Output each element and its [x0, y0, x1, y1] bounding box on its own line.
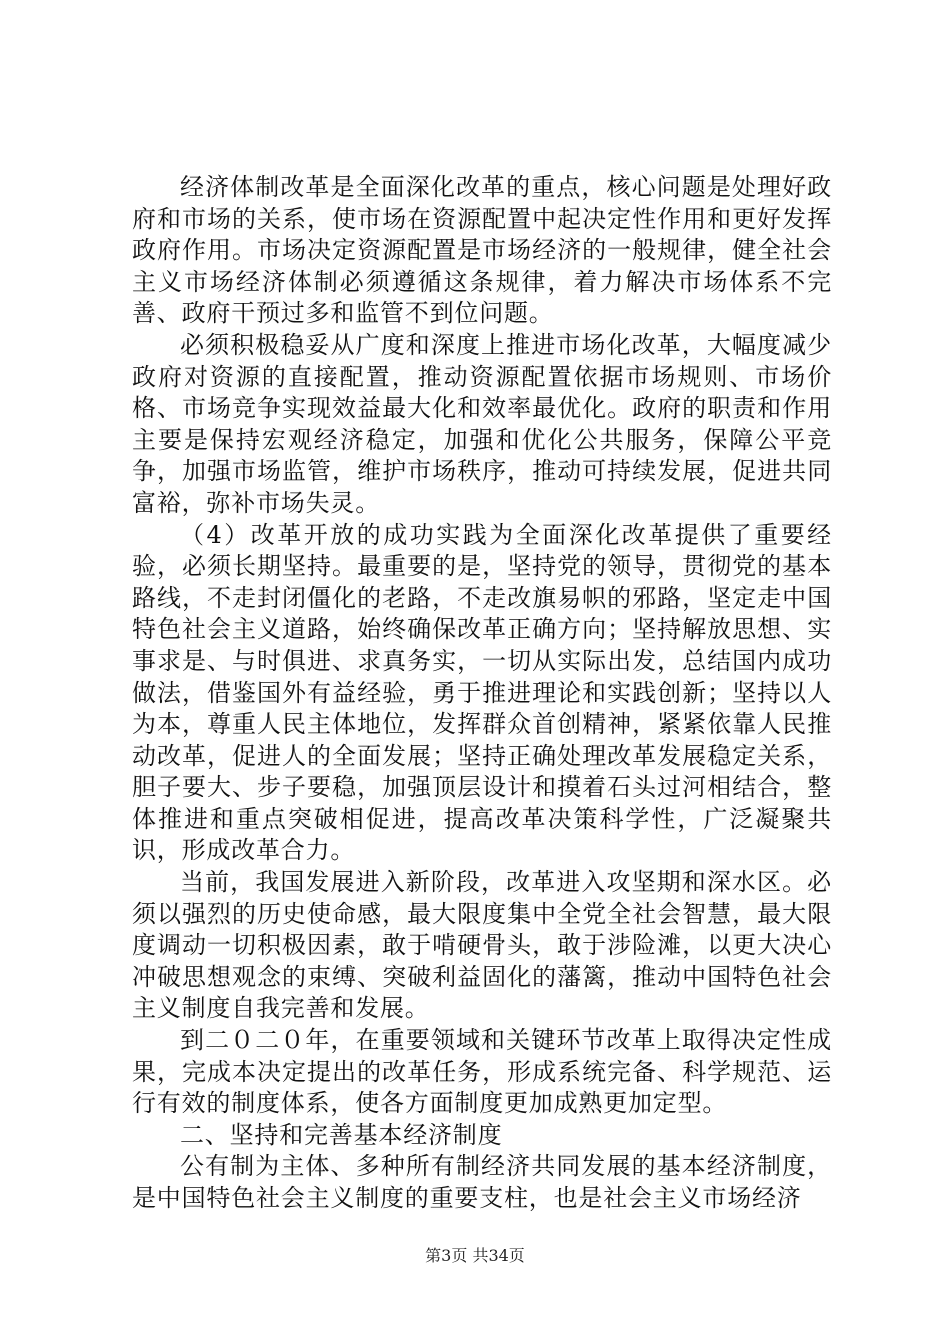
- section-heading: 二、坚持和完善基本经济制度: [180, 1120, 503, 1149]
- paragraph-3: （4）改革开放的成功实践为全面深化改革提供了重要经验，必须长期坚持。最重要的是，坚持党的领导，贯彻党的基本路线，不走封闭僵化的老路，不走改旗易帜的邪路，坚定走中国特色社会主义道路，始终确保改革正确方向；坚持解放思想、实事求是、与时俱进、求真务实，一切从实际出发，总结国内成功做法，借鉴国外有益经验，勇于推进理论和实践创新；坚持以人为本，尊重人民主体地位，发挥群众首创精神，紧紧依靠人民推动改革，促进人的全面发展；坚持正确处理改革发展稳定关系，胆子要大、步子要稳，加强顶层设计和摸着石头过河相结合，整体推进和重点突破相促进，提高改革决策科学性，广泛凝聚共识，形成改革合力。: [132, 520, 832, 865]
- paragraph-1: 经济体制改革是全面深化改革的重点，核心问题是处理好政府和市场的关系，使市场在资源配置中起决定性作用和更好发挥政府作用。市场决定资源配置是市场经济的一般规律，健全社会主义市场经济体制必须遵循这条规律，着力解决市场体系不完善、政府干预过多和监管不到位问题。: [132, 173, 832, 328]
- paragraph-6: 公有制为主体、多种所有制经济共同发展的基本经济制度，是中国特色社会主义制度的重要支柱，也是社会主义市场经济: [132, 1152, 832, 1212]
- document-body: [132, 172, 832, 1215]
- paragraph-5: 到二０二０年，在重要领域和关键环节改革上取得决定性成果，完成本决定提出的改革任务，形成系统完备、科学规范、运行有效的制度体系，使各方面制度更加成熟更加定型。: [132, 1026, 832, 1118]
- page-number-footer: 第3页 共34页: [425, 1246, 525, 1265]
- paragraph-2: 必须积极稳妥从广度和深度上推进市场化改革，大幅度减少政府对资源的直接配置，推动资源配置依据市场规则、市场价格、市场竞争实现效益最大化和效率最优化。政府的职责和作用主要是保持宏观经济稳定，加强和优化公共服务，保障公平竞争，加强市场监管，维护市场秩序，推动可持续发展，促进共同富裕，弥补市场失灵。: [132, 330, 832, 517]
- paragraph-4: 当前，我国发展进入新阶段，改革进入攻坚期和深水区。必须以强烈的历史使命感，最大限度集中全党全社会智慧，最大限度调动一切积极因素，敢于啃硬骨头，敢于涉险滩，以更大决心冲破思想观念的束缚、突破利益固化的藩篱，推动中国特色社会主义制度自我完善和发展。: [132, 868, 832, 1023]
